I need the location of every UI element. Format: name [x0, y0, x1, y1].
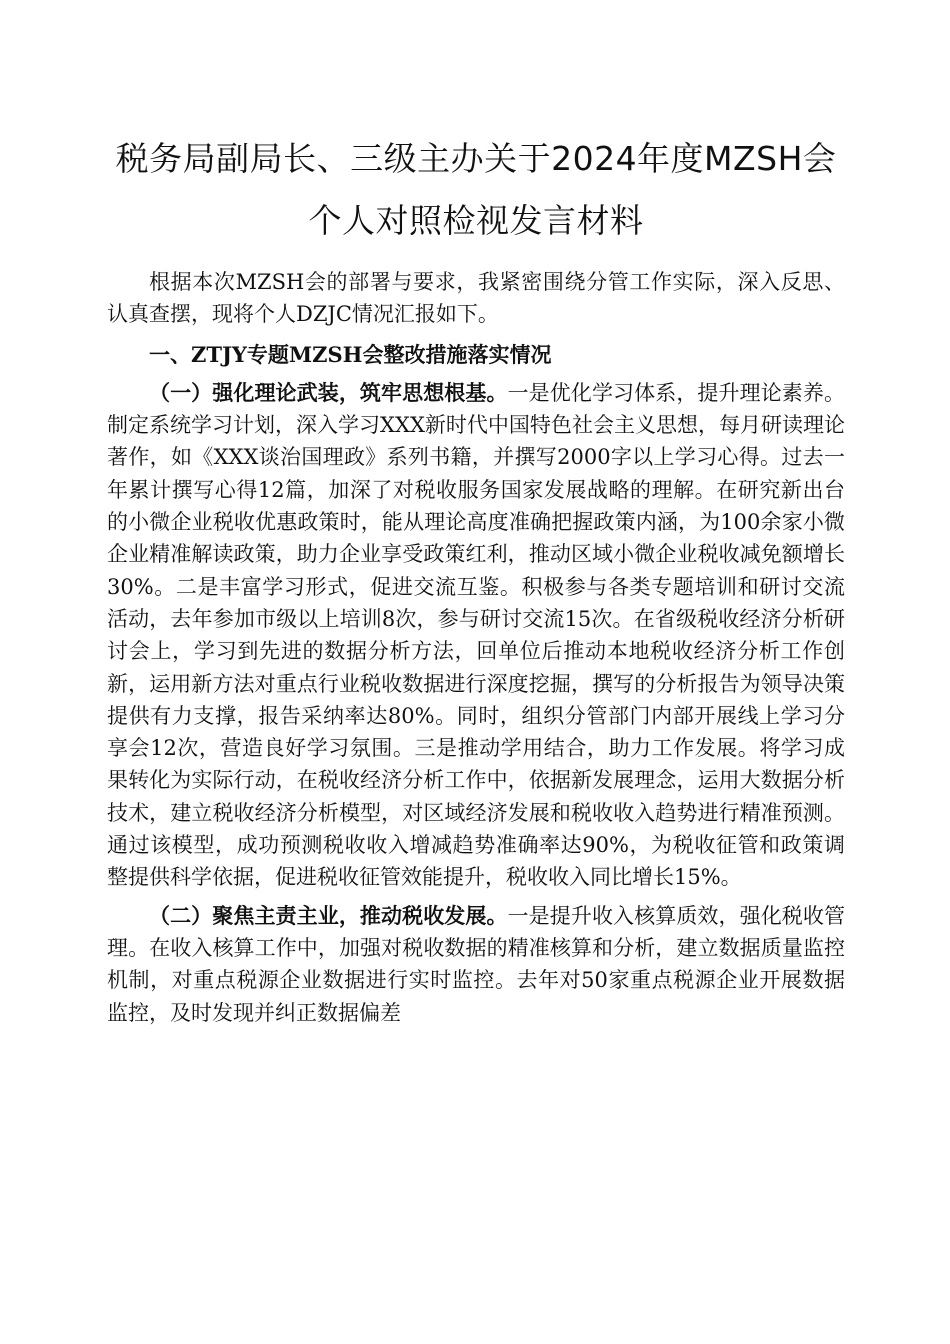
section-2-paragraph — [107, 900, 845, 1029]
title-line-1: 税务局副局长、三级主办关于2024年度MZSH会 — [115, 139, 837, 178]
title-line-2: 个人对照检视发言材料 — [308, 201, 644, 240]
document-body — [107, 266, 845, 1029]
section-2-lead: （二）聚焦主责主业，推动税收发展。 — [149, 902, 508, 928]
document-page — [107, 128, 845, 1029]
section-heading-1: 一、ZTJY专题MZSH会整改措施落实情况 — [149, 341, 552, 367]
section-1-paragraph — [107, 377, 845, 894]
section-1-lead: （一）强化理论武装，筑牢思想根基。 — [149, 379, 508, 405]
document-title — [107, 128, 845, 252]
section-2-text: 一是提升收入核算质效，强化税收管理。在收入核算工作中，加强对税收数据的精准核算和分析，建立数据质量监控机制，对重点税源企业数据进行实时监控。去年对50家重点税源企业开展数据监控，及时发现并纠正数据偏差 — [107, 903, 845, 1025]
intro-paragraph: 根据本次MZSH会的部署与要求，我紧密围绕分管工作实际，深入反思、认真查摆，现将个人DZJC情况汇报如下。 — [107, 270, 845, 327]
section-1-text: 一是优化学习体系，提升理论素养。制定系统学习计划，深入学习XXX新时代中国特色社会主义思想，每月研读理论著作，如《XXX谈治国理政》系列书籍，并撰写2000字以上学习心得。过去一年累计撰写心得12篇，加深了对税收服务国家发展战略的理解。在研究新出台的小微企业税收优惠政策时，能从理论高度准确把握政策内涵，为100余家小微企业精准解读政策，助力企业享受政策红利，推动区域小微企业税收减免额增长30%。二是丰富学习形式，促进交流互鉴。积极参与各类专题培训和研讨交流活动，去年参加市级以上培训8次，参与研讨交流15次。在省级税收经济分析研讨会上，学习到先进的数据分析方法，回单位后推动本地税收经济分析工作创新，运用新方法对重点行业税收数据进行深度挖掘，撰写的分析报告为领导决策提供有力支撑，报告采纳率达80%。同时，组织分管部门内部开展线上学习分享会12次，营造良好学习氛围。三是推动学用结合，助力工作发展。将学习成果转化为实际行动，在税收经济分析工作中，依据新发展理念，运用大数据分析技术，建立税收经济分析模型，对区域经济发展和税收收入趋势进行精准预测。通过该模型，成功预测税收收入增减趋势准确率达90%，为税收征管和政策调整提供科学依据，促进税收征管效能提升，税收收入同比增长15%。 — [107, 380, 845, 890]
